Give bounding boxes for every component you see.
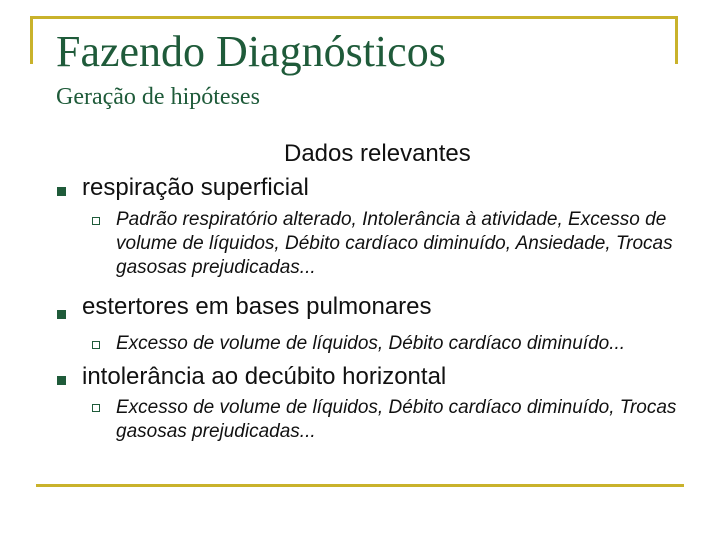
list-item: respiração superficial bbox=[82, 174, 309, 201]
bullet-square-icon bbox=[57, 187, 66, 196]
frame-right-line bbox=[675, 16, 678, 64]
page-subtitle: Geração de hipóteses bbox=[56, 84, 260, 110]
sub-bullet-icon bbox=[92, 217, 100, 225]
sub-list-item: Excesso de volume de líquidos, Débito cardíaco diminuído... bbox=[116, 333, 626, 354]
list-item: estertores em bases pulmonares bbox=[82, 293, 432, 320]
sub-list-item: Padrão respiratório alterado, Intolerância à atividade, Excesso de volume de líquidos, Débito cardíaco diminuído, Ansiedade, Trocas gasosas prejudicadas... bbox=[116, 209, 673, 278]
section-heading: Dados relevantes bbox=[284, 140, 471, 167]
page-title: Fazendo Diagnósticos bbox=[56, 27, 446, 76]
frame-top-line bbox=[30, 16, 678, 19]
list-item: intolerância ao decúbito horizontal bbox=[82, 363, 447, 390]
frame-bottom-line bbox=[36, 484, 684, 487]
frame-left-line bbox=[30, 16, 33, 64]
sub-bullet-icon bbox=[92, 341, 100, 349]
bullet-square-icon bbox=[57, 310, 66, 319]
sub-bullet-icon bbox=[92, 404, 100, 412]
sub-list-item: Excesso de volume de líquidos, Débito cardíaco diminuído, Trocas gasosas prejudicadas... bbox=[116, 397, 677, 442]
bullet-square-icon bbox=[57, 376, 66, 385]
